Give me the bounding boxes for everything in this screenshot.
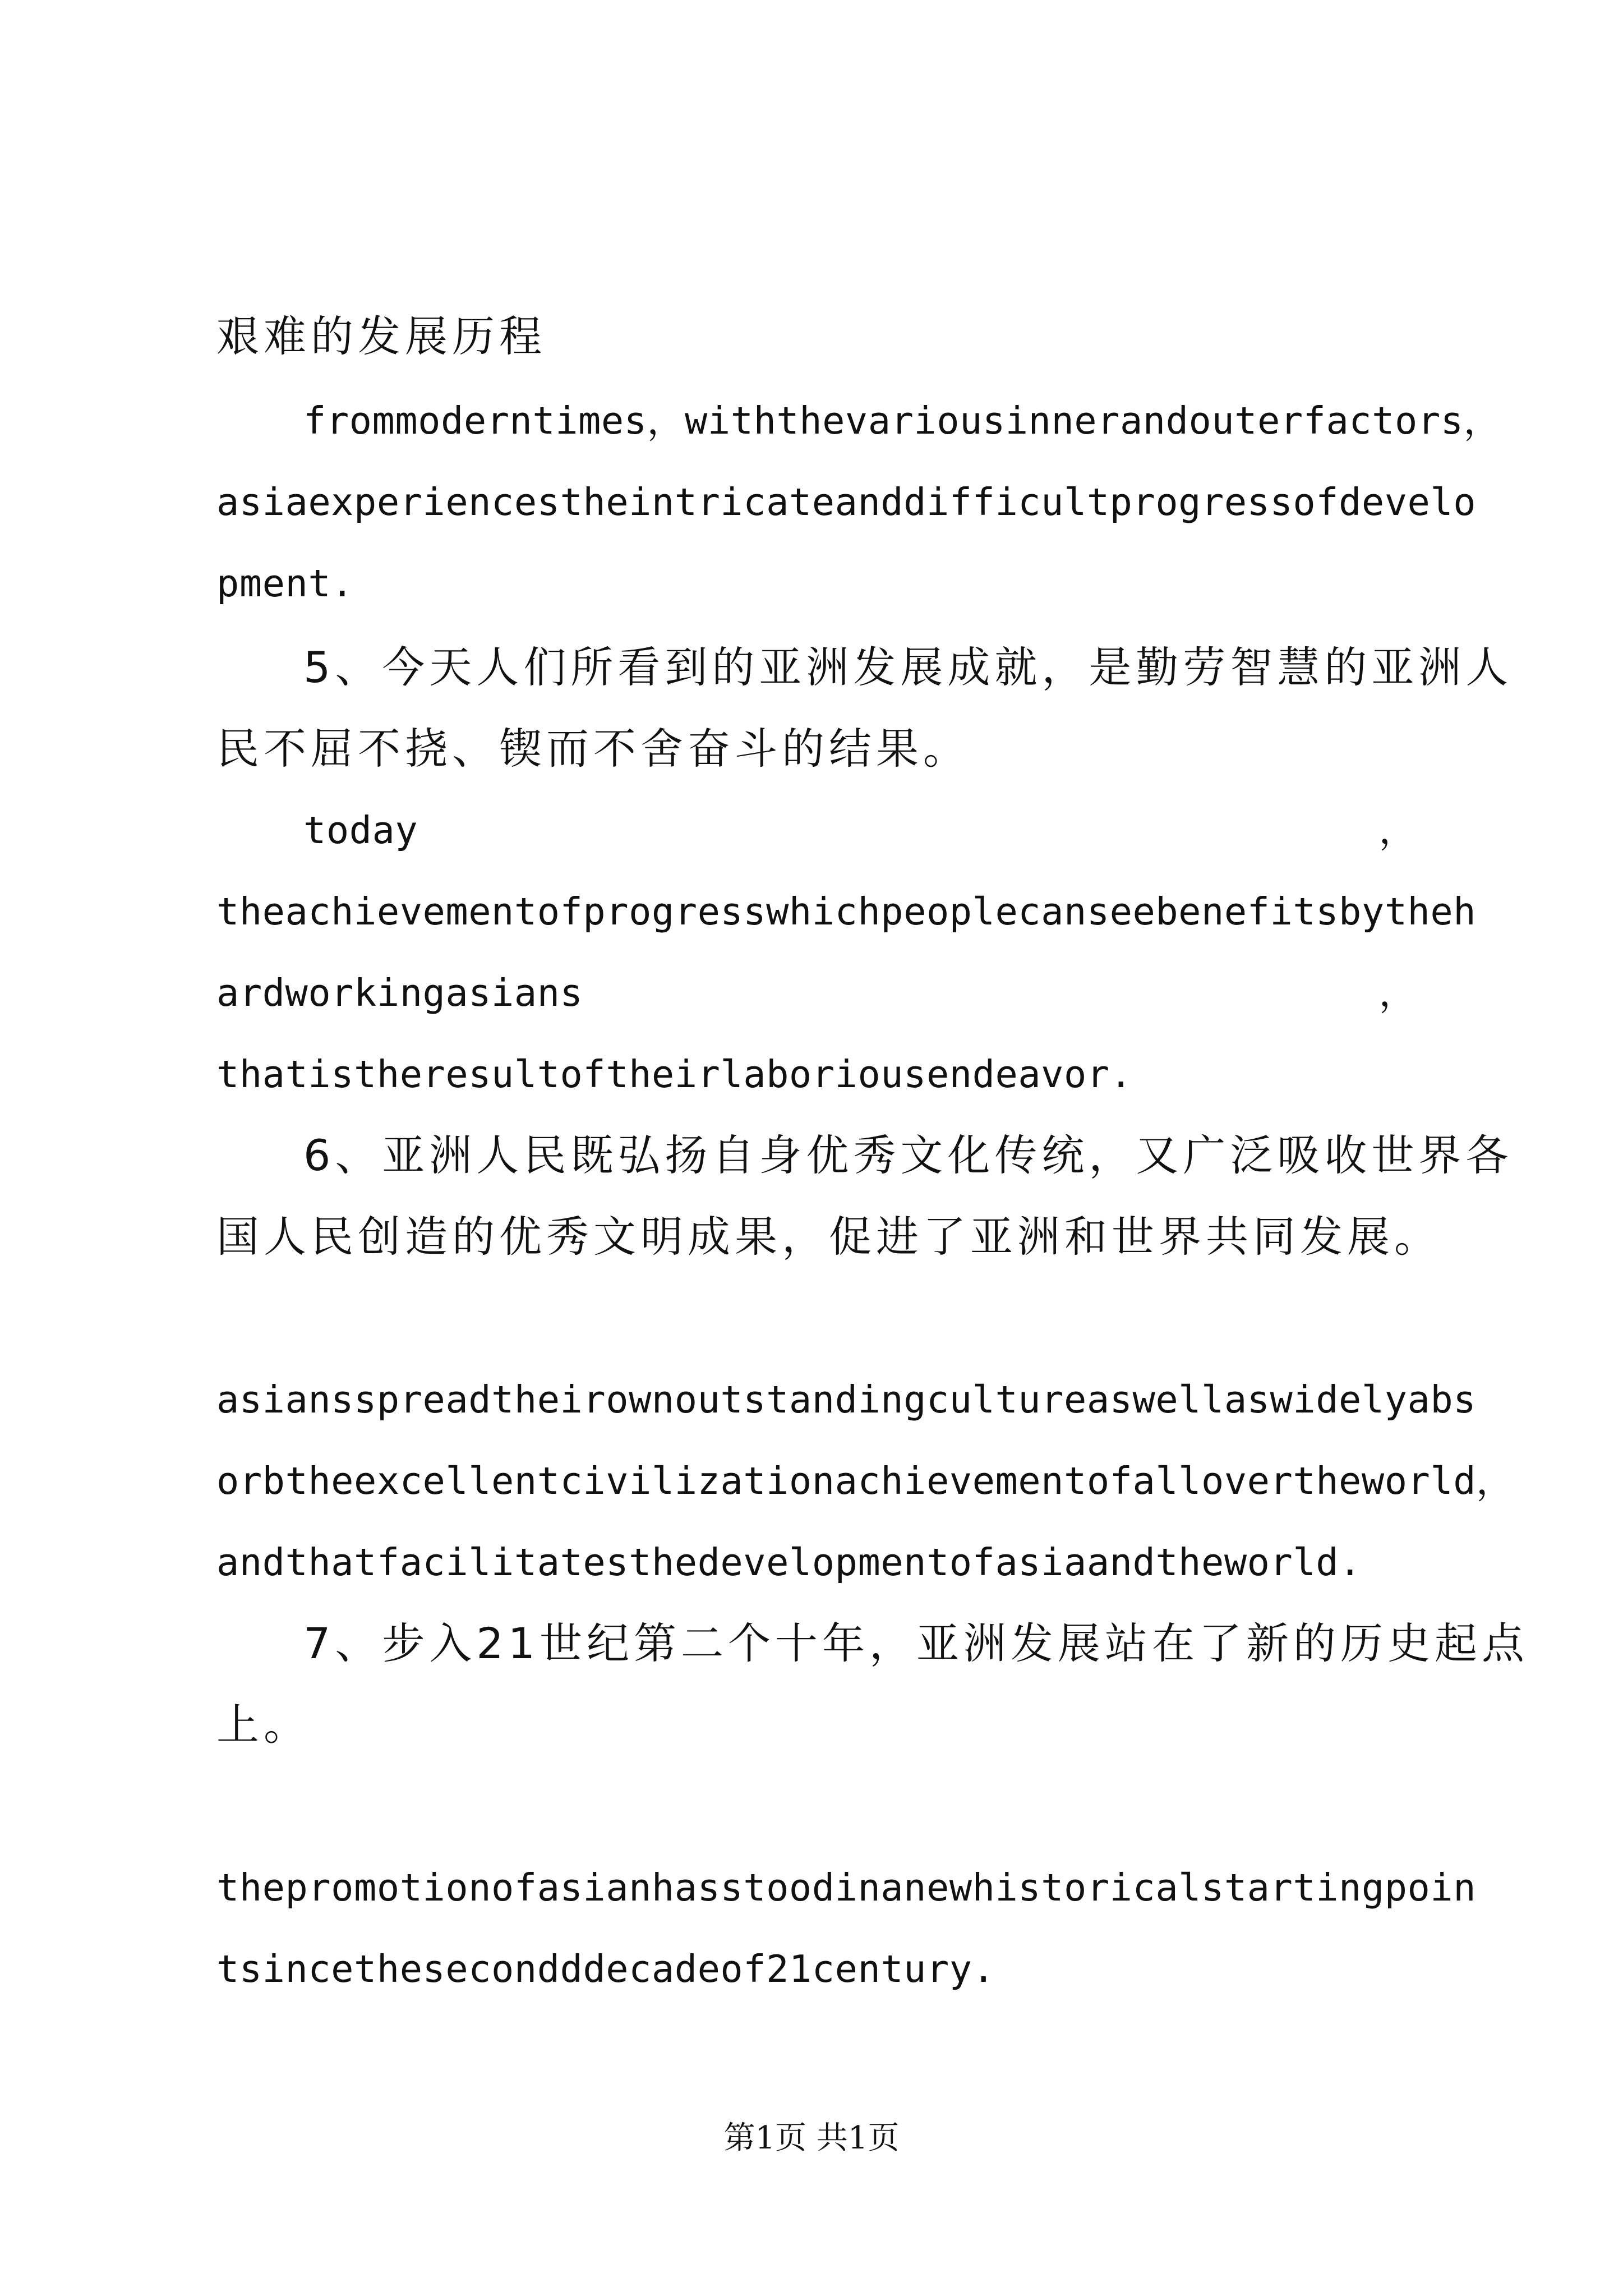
paragraph-6-zh-line-2: 国人民创造的优秀文明成果，促进了亚洲和世界共同发展。	[216, 1212, 1441, 1262]
paragraph-7-zh-line-2: 上。	[216, 1700, 311, 1750]
page-number-footer: 第1页 共1页	[723, 2120, 900, 2156]
paragraph-7-zh-line-1: 7、步入21世纪第二个十年，亚洲发展站在了新的历史起点	[303, 1618, 1529, 1668]
paragraph-5-en-line-3-word: ardworkingasians	[216, 971, 583, 1015]
paragraph-6-en-line-2: orbtheexcellentcivilizationachievementofallovertheworld，	[216, 1459, 1514, 1503]
paragraph-5-en-line-2: theachievementofprogresswhichpeoplecanseebenefitsbytheh	[216, 890, 1477, 933]
paragraph-7-en-line-1: thepromotionofasianhasstoodinanewhistoricalstartingpoin	[216, 1866, 1477, 1910]
paragraph-5-en-line-1-word: today	[303, 808, 418, 852]
paragraph-5-en-line-3-comma: ，	[1378, 971, 1417, 1015]
paragraph-5-en-line-3	[216, 965, 1417, 1021]
heading-continuation: 艰难的发展历程	[216, 311, 546, 361]
paragraph-6-zh-line-1: 6、亚洲人民既弘扬自身优秀文化传统，又广泛吸收世界各	[303, 1130, 1513, 1180]
paragraph-6-en-line-1: asiansspreadtheirownoutstandingcultureaswellaswidelyabs	[216, 1378, 1477, 1421]
paragraph-6-en-line-3: andthatfacilitatesthedevelopmentofasiaandtheworld.	[216, 1540, 1362, 1584]
paragraph-7-en-line-2: tsincethesecondddecadeof21century.	[216, 1947, 995, 1991]
paragraph-5-en-line-4: thatistheresultoftheirlaboriousendeavor.	[216, 1052, 1133, 1096]
paragraph-4-en-line-1: frommoderntimes，withthevariousinnerandouterfactors，	[303, 399, 1502, 443]
paragraph-5-zh-line-1: 5、今天人们所看到的亚洲发展成就，是勤劳智慧的亚洲人	[303, 642, 1513, 692]
paragraph-5-en-line-1-comma: ，	[1378, 808, 1417, 852]
paragraph-4-en-line-2: asiaexperiencestheintricateanddifficultprogressofdevelo	[216, 480, 1477, 524]
paragraph-5-en-line-1	[303, 802, 1417, 858]
paragraph-5-zh-line-2: 民不屈不挠、锲而不舍奋斗的结果。	[216, 724, 970, 774]
paragraph-4-en-line-3: pment.	[216, 562, 354, 605]
